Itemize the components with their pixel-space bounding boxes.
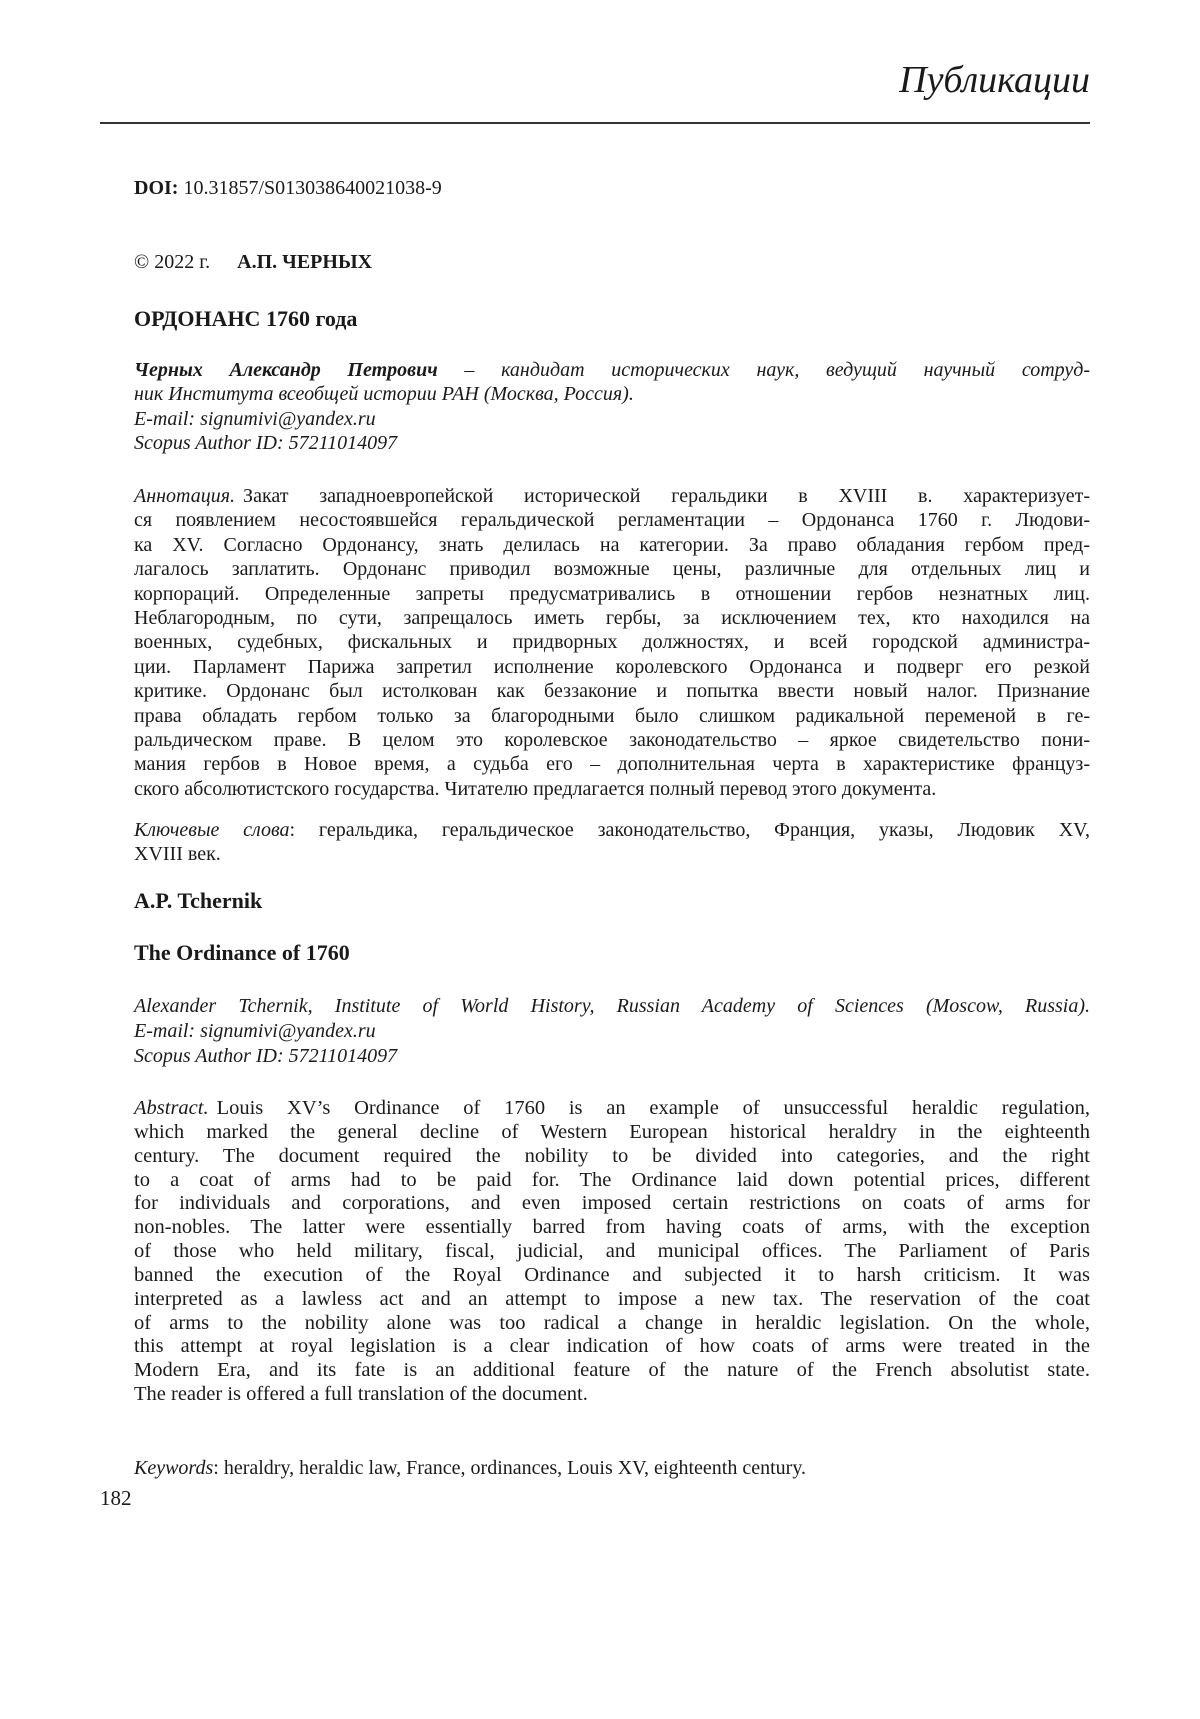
title-ru: ОРДОНАНС 1760 года: [134, 306, 358, 331]
author-bio-en: [134, 994, 1090, 1069]
running-header: Публикации: [899, 59, 1090, 101]
annotation-line: права обладать гербом только за благородными было слишком радикальной переменой в ге-: [134, 704, 1090, 727]
annotation-line: мания гербов в Новое время, а судьба его – дополнительная черта в характеристике француз-: [134, 753, 1090, 776]
keywords-label: Ключевые слова: [134, 819, 290, 841]
bio-line: ник Института всеобщей истории РАН (Москва, Россия).: [134, 383, 634, 406]
abstract-line: to a coat of arms had to be paid for. The Ordinance laid down potential prices, different: [134, 1168, 1090, 1191]
abstract-line: interpreted as a lawless act and an attempt to impose a new tax. The reservation of the coat: [134, 1287, 1090, 1310]
bio-email[interactable]: E-mail: signumivi@yandex.ru: [134, 407, 376, 430]
annotation-text: Закат западноевропейской исторической геральдики в XVIII в. характеризует-: [243, 485, 1090, 507]
abstract-line: Modern Era, and its fate is an additional feature of the nature of the French absolutist state.: [134, 1359, 1090, 1382]
annotation-line: [134, 484, 1090, 508]
doi-value[interactable]: 10.31857/S013038640021038-9: [183, 177, 442, 199]
keywords-text: : геральдика, геральдическое законодательство, Франция, указы, Людовик XV,: [289, 819, 1090, 841]
page-number: 182: [100, 1486, 132, 1510]
abstract-line: this attempt at royal legislation is a clear indication of how coats of arms were treated in the: [134, 1335, 1090, 1358]
bio-scopus: Scopus Author ID: 57211014097: [134, 432, 398, 455]
doi: [134, 177, 1090, 200]
abstract-line: of arms to the nobility alone was too radical a change in heraldic legislation. On the whole,: [134, 1311, 1090, 1334]
keywords-text: : heraldry, heraldic law, France, ordinances, Louis XV, eighteenth century.: [213, 1457, 807, 1479]
annotation-line: ральдическом праве. В целом это королевское законодательство – яркое свидетельство пони-: [134, 728, 1090, 751]
annotation-label: Аннотация.: [134, 485, 236, 507]
annotation-line: лагалось заплатить. Ордонанс приводил возможные цены, различные для отдельных лиц и: [134, 558, 1090, 581]
bio-scopus: Scopus Author ID: 57211014097: [134, 1045, 398, 1067]
bio-line: Alexander Tchernik, Institute of World History, Russian Academy of Sciences (Moscow, Russia).: [134, 995, 1090, 1017]
bio-name: Черных Александр Петрович: [134, 359, 438, 381]
keywords-ru: [134, 818, 1090, 867]
annotation-line: критике. Ордонанс был истолкован как беззаконие и попытка ввести новый налог. Признание: [134, 680, 1090, 703]
header-rule: [100, 122, 1090, 124]
annotation-line: ского абсолютистского государства. Читателю предлагается полный перевод этого документа.: [134, 777, 937, 800]
abstract-line: [134, 1097, 1090, 1121]
title-en: The Ordinance of 1760: [134, 940, 350, 965]
bio-email[interactable]: E-mail: signumivi@yandex.ru: [134, 1020, 376, 1042]
abstract-text: Louis XV’s Ordinance of 1760 is an example of unsuccessful heraldic regulation,: [216, 1097, 1090, 1119]
annotation-line: ка XV. Согласно Ордонансу, знать делилась на категории. За право обладания гербом пред-: [134, 533, 1090, 556]
bio-text: – кандидат исторических наук, ведущий научный сотруд-: [437, 359, 1090, 381]
annotation-line: Неблагородным, по сути, запрещалось иметь гербы, за исключением тех, кто находился на: [134, 606, 1090, 629]
abstract-line: which marked the general decline of Western European historical heraldry in the eighteenth: [134, 1120, 1090, 1143]
author-en: A.P. Tchernik: [134, 888, 263, 913]
abstract-label: Abstract.: [134, 1097, 209, 1119]
doi-label: DOI:: [134, 177, 179, 199]
annotation-line: ся появлением несостоявшейся геральдической регламентации – Ордонанса 1760 г. Людови-: [134, 509, 1090, 532]
abstract-en: [134, 1097, 1090, 1407]
annotation-line: ции. Парламент Парижа запретил исполнение королевского Ордонанса и подверг его резкой: [134, 655, 1090, 678]
keywords-label: Keywords: [134, 1457, 214, 1479]
keywords-en: [134, 1457, 1090, 1480]
keywords-line: [134, 818, 1090, 842]
abstract-line: for individuals and corporations, and even imposed certain restrictions on coats of arms for: [134, 1192, 1090, 1215]
abstract-line: banned the execution of the Royal Ordinance and subjected it to harsh criticism. It was: [134, 1263, 1090, 1286]
author-name-ru: А.П. ЧЕРНЫХ: [237, 251, 373, 273]
annotation-line: военных, судебных, фискальных и придворных должностях, и всей городской администра-: [134, 631, 1090, 654]
bio-line: [134, 358, 1090, 382]
annotation-ru: [134, 484, 1090, 801]
keywords-line: XVIII век.: [134, 843, 221, 866]
abstract-line: of those who held military, fiscal, judicial, and municipal offices. The Parliament of Paris: [134, 1240, 1090, 1263]
abstract-line: non-nobles. The latter were essentially barred from having coats of arms, with the exception: [134, 1216, 1090, 1239]
author-bio-ru: [134, 358, 1090, 456]
abstract-line: century. The document required the nobility to be divided into categories, and the right: [134, 1144, 1090, 1167]
annotation-line: корпораций. Определенные запреты предусматривались в отношении гербов незнатных лиц.: [134, 582, 1090, 605]
copyright-year: © 2022 г.: [134, 251, 211, 273]
copyright-line: [134, 251, 1090, 274]
abstract-line: The reader is offered a full translation of the document.: [134, 1383, 588, 1406]
